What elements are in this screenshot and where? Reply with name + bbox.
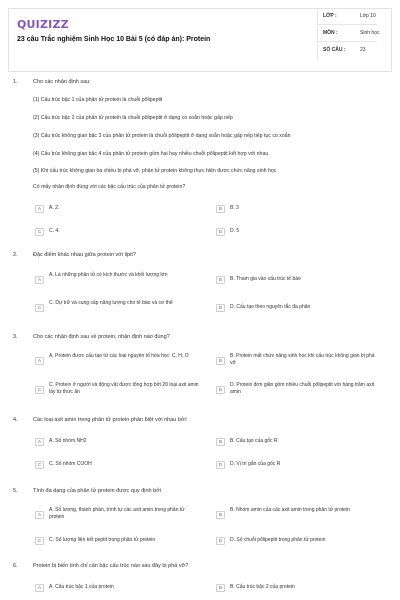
option-text: C. Số lượng liên kết peptit trong phân tử protein	[49, 537, 156, 543]
option-text: B. Cấu tạo của gốc R	[230, 438, 278, 444]
option-letter-box: B	[216, 511, 225, 519]
option-text: D. Vị trí gắn của gốc R	[230, 461, 281, 467]
option-letter-box: D	[216, 461, 225, 469]
option-text: B. 3	[230, 205, 239, 211]
option-letter-box: A	[35, 357, 44, 365]
meta-class	[317, 8, 377, 25]
option-letter-box: C	[35, 461, 44, 469]
question-text: Đặc điểm khác nhau giữa protein với lipit?	[33, 252, 136, 258]
meta-subject	[317, 25, 380, 42]
option-text: C. Số nhóm COOH	[49, 461, 92, 467]
statement: (5) Khi cấu trúc không gian ba chiều bị phá vỡ, phân tử protein không thực hiện được chức năng sinh học	[33, 168, 277, 174]
option-text: B. Tham gia vào cấu trúc tế bào	[230, 276, 301, 282]
statement: (4) Cấu trúc không gian bậc 4 của phân tử protein gồm hai hay nhiều chuỗi pôlipeptit kết hợp với nhau	[33, 151, 269, 157]
question-number: 6.	[13, 563, 18, 569]
option-letter-box: A	[35, 205, 44, 213]
meta-subject-key: MÔN :	[323, 30, 338, 36]
quizizz-logo: QUIZIZZ	[17, 18, 69, 31]
option-letter-box: A	[35, 438, 44, 446]
option-text: D. Cấu tạo theo nguyên tắc đa phân	[230, 304, 311, 310]
option-text: A. 2.	[49, 205, 60, 211]
statement: Có mấy nhận định đúng với các bậc cấu trúc của phân tử protein?	[33, 184, 186, 190]
question-number: 2.	[13, 252, 18, 258]
question-number: 1.	[13, 79, 18, 85]
question-text: Tính đa dạng của phân tử protein được quy định bởi	[33, 488, 162, 494]
option-letter-box: B	[216, 357, 225, 365]
statement: (2) Cấu trúc bậc 2 của phân tử protein là chuỗi pôlipeptit ở dạng co xoắn hoặc gấp nếp	[33, 115, 233, 121]
option-letter-box: B	[216, 205, 225, 213]
option-text: B. Cấu trúc bậc 2 của protein	[230, 584, 295, 590]
option-letter-box: C	[35, 304, 44, 312]
option-text: A. Cấu trúc bậc 1 của protein	[49, 584, 114, 590]
question-text: Các loại axit amin trong phân tử protein phân biệt với nhau bởi:	[33, 417, 188, 423]
option-letter-box: A	[35, 511, 44, 519]
meta-count-key: SỐ CÂU :	[323, 47, 346, 53]
meta-subject-value: Sinh học	[360, 30, 380, 36]
option-letter-box: B	[216, 584, 225, 592]
option-letter-box: B	[216, 438, 225, 446]
worksheet-title: 23 câu Trắc nghiệm Sinh Học 10 Bài 5 (có đáp án): Protein	[17, 36, 211, 43]
option-text: D. Số chuỗi pôlipeptit trong phân tử protein	[230, 537, 326, 543]
option-text: A. Là những phân tử có kích thước và khối lượng lớn	[49, 272, 168, 278]
option-text: D. Protein đơn giản gồm nhiều chuỗi pôlipeptit với hàng trăm axit amin	[230, 382, 375, 395]
option-text: C. Protein ở người và động vật được tổng hợp bởi 20 loại axit amin lấy từ thức ăn	[49, 382, 199, 395]
question-text: Cho các nhận định sau:	[33, 79, 91, 85]
question-text: Protein bị biến tính chỉ cần bậc cấu trúc nào sau đây bị phá vỡ?	[33, 563, 189, 569]
meta-count-value: 23	[360, 47, 366, 53]
question-text: Cho các nhận định sau về protein, nhận định nào đúng?	[33, 334, 170, 340]
option-text: A. Số nhóm NH2	[49, 438, 87, 444]
option-letter-box: C	[35, 386, 44, 394]
option-letter-box: D	[216, 228, 225, 236]
option-text: A. Protein được cấu tạo từ các loại nguyên tố hóa học: C, H, O	[49, 353, 189, 359]
option-letter-box: B	[216, 276, 225, 284]
option-letter-box: C	[35, 537, 44, 545]
option-letter-box: D	[216, 304, 225, 312]
statement: (1) Cấu trúc bậc 1 của phân tử protein là chuỗi pôlipeptit	[33, 97, 163, 103]
question-number: 4.	[13, 417, 18, 423]
meta-class-value: Lớp 10	[360, 13, 376, 19]
option-letter-box: C	[35, 228, 44, 236]
meta-class-key: LỚP :	[323, 13, 337, 19]
option-text: C. 4.	[49, 228, 60, 234]
option-letter-box: A	[35, 276, 44, 284]
option-letter-box: D	[216, 386, 225, 394]
option-text: B. Nhóm amin của các axit amin trong phân tử protein	[230, 507, 350, 513]
statement: (3) Cấu trúc không gian bậc 3 của phân tử protein là chuỗi pôlipeptit ở dạng xoắn hoặc gấp nếp tiếp tục co xoắn	[33, 133, 291, 139]
meta-count	[317, 42, 377, 59]
option-text: A. Số lượng, thành phần, trình tự các axit amin trong phân tử protein	[49, 507, 185, 520]
option-text: B. Protein mất chức năng sinh học khi cấu trúc không gian bị phá vỡ	[230, 353, 375, 366]
option-text: C. Dự trữ và cung cấp năng lượng cho tế bào và cơ thể	[49, 300, 173, 306]
option-text: D. 5	[230, 228, 240, 234]
question-number: 3.	[13, 334, 18, 340]
option-letter-box: A	[35, 584, 44, 592]
question-number: 5.	[13, 488, 18, 494]
option-letter-box: D	[216, 537, 225, 545]
